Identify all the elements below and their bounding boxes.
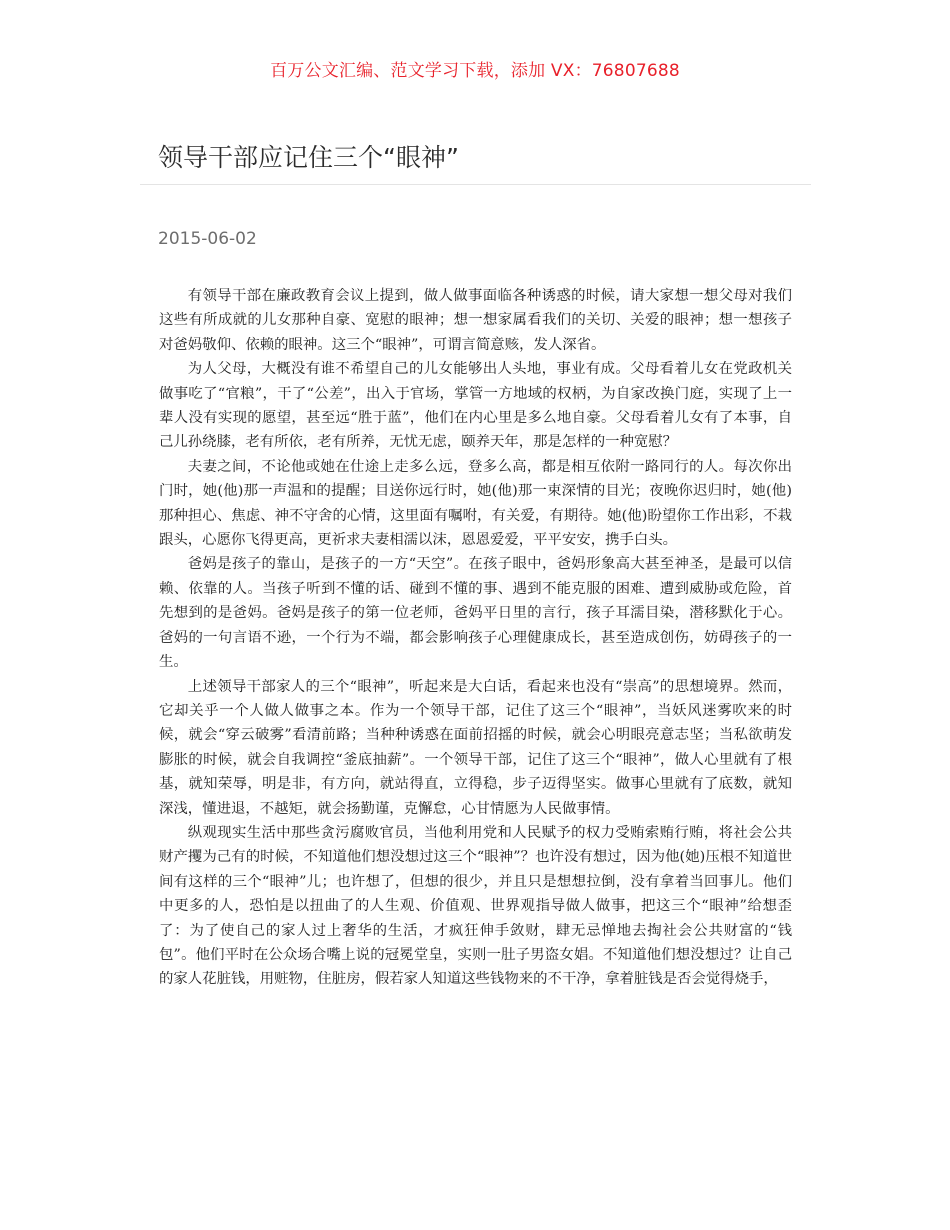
article-title: 领导干部应记住三个“眼神” [158, 143, 459, 172]
paragraph: 有领导干部在廉政教育会议上提到，做人做事面临各种诱惑的时候，请大家想一想父母对我们这些有所成就的儿女那种自豪、宽慰的眼神；想一想家属看我们的关切、关爱的眼神；想一想孩子对爸妈敬仰、依赖的眼神。这三个“眼神”，可谓言简意赅，发人深省。 [159, 288, 792, 353]
publish-date: 2015-06-02 [158, 229, 257, 249]
paragraph: 纵观现实生活中那些贪污腐败官员，当他利用党和人民赋予的权力受贿索贿行贿，将社会公共财产攫为己有的时候，不知道他们想没想过这三个“眼神”？也许没有想过，因为他(她)压根不知道世间有这样的三个“眼神”儿；也许想了，但想的很少，并且只是想想拉倒，没有拿着当回事儿。他们中更多的人，恐怕是以扭曲了的人生观、价值观、世界观指导做人做事，把这三个“眼神”给想歪了：为了使自己的家人过上奢华的生活，才疯狂伸手敛财，肆无忌惮地去掏社会公共财富的“钱包”。他们平时在公众场合嘴上说的冠冕堂皇，实则一肚子男盗女娼。不知道他们想没想过？让自己的家人花脏钱，用赃物，住脏房，假若家人知道这些钱物来的不干净，拿着脏钱是否会觉得烧手， [159, 824, 792, 988]
paragraph: 上述领导干部家人的三个“眼神”，听起来是大白话，看起来也没有“崇高”的思想境界。然而，它却关乎一个人做人做事之本。作为一个领导干部，记住了这三个“眼神”，当妖风迷雾吹来的时候，就会“穿云破雾”看清前路；当种种诱惑在面前招摇的时候，就会心明眼亮意志坚；当私欲萌发膨胀的时候，就会自我调控“釜底抽薪”。一个领导干部，记住了这三个“眼神”，做人心里就有了根基，就知荣辱，明是非，有方向，就站得直，立得稳，步子迈得坚实。做事心里就有了底数，就知深浅，懂进退，不越矩，就会扬勤谨，克懈怠，心甘情愿为人民做事情。 [159, 678, 792, 817]
article-body [159, 284, 792, 992]
paragraph: 爸妈是孩子的靠山，是孩子的一方“天空”。在孩子眼中，爸妈形象高大甚至神圣，是最可以信赖、依靠的人。当孩子听到不懂的话、碰到不懂的事、遇到不能克服的困难、遭到威胁或危险，首先想到的是爸妈。爸妈是孩子的第一位老师，爸妈平日里的言行，孩子耳濡目染，潜移默化于心。爸妈的一句言语不逊，一个行为不端，都会影响孩子心理健康成长，甚至造成创伤，妨碍孩子的一生。 [159, 556, 792, 671]
title-divider [140, 184, 811, 185]
promo-banner: 百万公文汇编、范文学习下载，添加 VX：76807688 [270, 61, 680, 81]
paragraph: 夫妻之间，不论他或她在仕途上走多么远，登多么高，都是相互依附一路同行的人。每次你出门时，她(他)那一声温和的提醒；目送你远行时，她(他)那一束深情的目光；夜晚你迟归时，她(他)那种担心、焦虑、神不守舍的心情，这里面有嘱咐，有关爱，有期待。她(他)盼望你工作出彩，不栽跟头，心愿你飞得更高，更祈求夫妻相濡以沫，恩恩爱爱，平平安安，携手白头。 [159, 458, 792, 549]
paragraph: 为人父母，大概没有谁不希望自己的儿女能够出人头地，事业有成。父母看着儿女在党政机关做事吃了“官粮”，干了“公差”，出入于官场，掌管一方地域的权柄，为自家改换门庭，实现了上一辈人没有实现的愿望，甚至远“胜于蓝”，他们在内心里是多么地自豪。父母看着儿女有了本事，自己儿孙绕膝，老有所依，老有所养，无忧无虑，颐养天年，那是怎样的一种宽慰？ [159, 361, 792, 451]
